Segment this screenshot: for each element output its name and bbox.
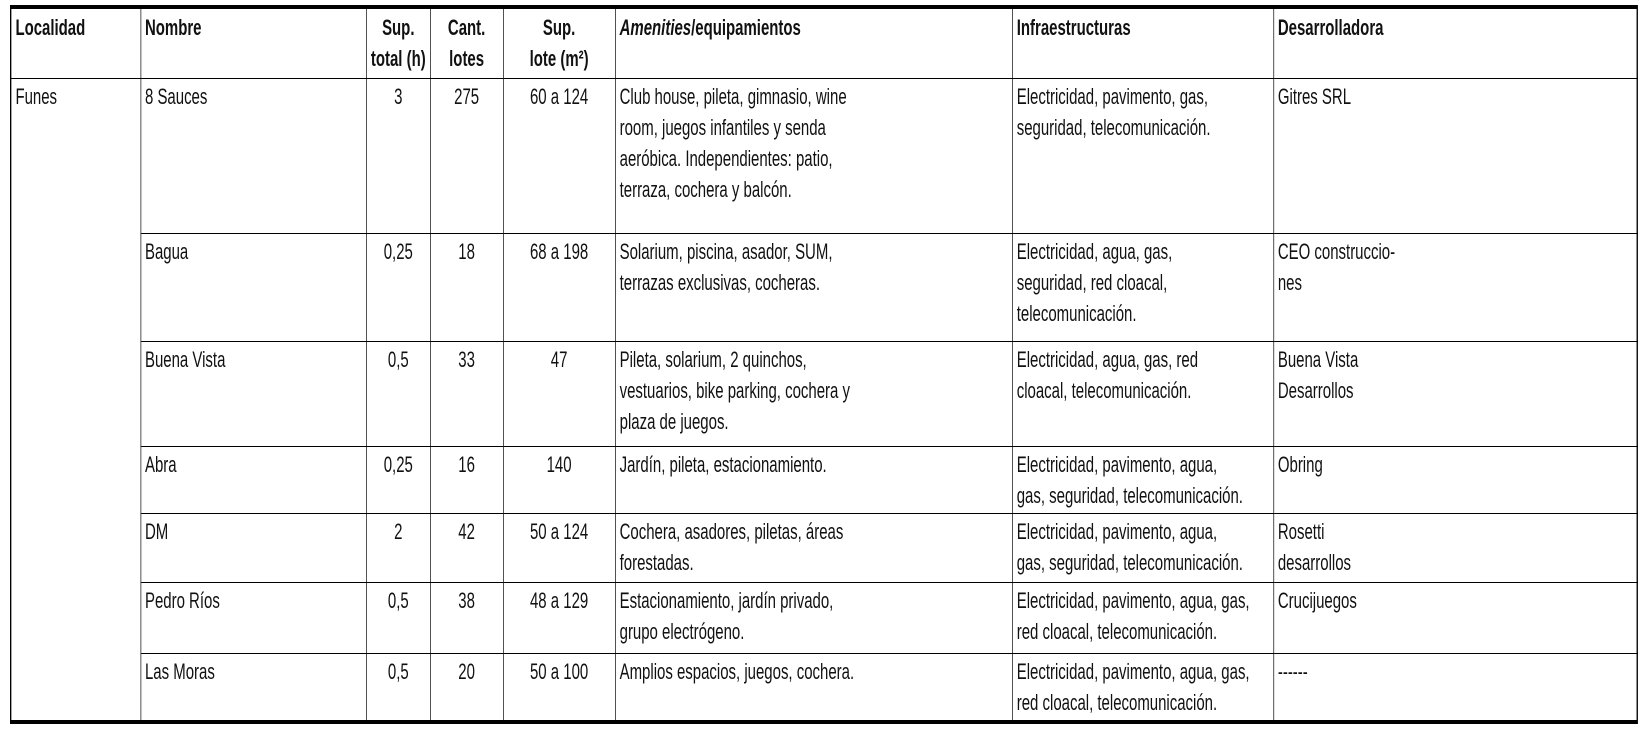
cell-nombre: Pedro Ríos (141, 583, 367, 654)
header-sup-lote-line: lote (m²) (529, 46, 589, 71)
infra-line: seguridad, red cloacal, (1016, 270, 1168, 295)
cell-sup-total: 2 (366, 514, 430, 583)
cell-sup-lote: 48 a 129 (503, 583, 615, 654)
cell-desarrolladora (1273, 583, 1637, 654)
infra-line: seguridad, telecomunicación. (1016, 115, 1211, 140)
infra-line: telecomunicación. (1016, 301, 1137, 326)
amenities-line: plaza de juegos. (619, 409, 729, 434)
amenities-line: aeróbica. Independientes: patio, (619, 146, 833, 171)
cell-localidad: Funes (11, 79, 141, 723)
infra-line: red cloacal, telecomunicación. (1016, 690, 1218, 715)
amenities-line: Club house, pileta, gimnasio, wine (619, 84, 847, 109)
amenities-line: Estacionamiento, jardín privado, (619, 588, 834, 613)
desarrolladora-line: Rosetti (1277, 519, 1325, 544)
cell-cant-lotes: 20 (430, 654, 503, 723)
table-body (11, 79, 1638, 723)
infra-line: gas, seguridad, telecomunicación. (1016, 483, 1243, 508)
cell-sup-total: 0,25 (366, 447, 430, 514)
desarrolladora-line: desarrollos (1277, 550, 1352, 575)
infra-line: Electricidad, agua, gas, red (1016, 347, 1199, 372)
cell-desarrolladora (1273, 514, 1637, 583)
cell-desarrolladora (1273, 342, 1637, 447)
cell-infraestructuras (1012, 583, 1273, 654)
header-amenities (615, 7, 1012, 79)
amenities-line: terraza, cochera y balcón. (619, 177, 792, 202)
cell-amenities (615, 234, 1012, 342)
cell-infraestructuras (1012, 79, 1273, 234)
header-cant-lotes-line: lotes (449, 46, 485, 71)
infra-line: cloacal, telecomunicación. (1016, 378, 1192, 403)
header-cant-lotes-line: Cant. (447, 15, 486, 40)
cell-nombre: Buena Vista (141, 342, 367, 447)
header-nombre: Nombre (141, 7, 367, 79)
cell-amenities (615, 342, 1012, 447)
desarrolladora-line: CEO construccio- (1277, 239, 1396, 264)
cell-desarrolladora (1273, 447, 1637, 514)
infra-line: Electricidad, pavimento, agua, gas, (1016, 659, 1250, 684)
amenities-line: terrazas exclusivas, cocheras. (619, 270, 820, 295)
cell-sup-total: 0,5 (366, 342, 430, 447)
cell-sup-total: 0,5 (366, 654, 430, 723)
cell-amenities (615, 583, 1012, 654)
infra-line: Electricidad, pavimento, agua, (1016, 519, 1218, 544)
table-row (11, 342, 1638, 447)
cell-infraestructuras (1012, 234, 1273, 342)
table-row (11, 583, 1638, 654)
developments-table (10, 5, 1638, 724)
cell-sup-total: 0,25 (366, 234, 430, 342)
header-amenities-italic: Amenities (619, 15, 692, 40)
cell-sup-total: 3 (366, 79, 430, 234)
cell-cant-lotes: 42 (430, 514, 503, 583)
amenities-line: vestuarios, bike parking, cochera y (619, 378, 850, 403)
desarrolladora-line: Gitres SRL (1277, 84, 1352, 109)
infra-line: Electricidad, pavimento, gas, (1016, 84, 1209, 109)
amenities-line: Jardín, pileta, estacionamiento. (619, 452, 827, 477)
amenities-line: Pileta, solarium, 2 quinchos, (619, 347, 807, 372)
desarrolladora-line: Obring (1277, 452, 1323, 477)
cell-nombre: Abra (141, 447, 367, 514)
cell-sup-lote: 50 a 100 (503, 654, 615, 723)
cell-desarrolladora (1273, 79, 1637, 234)
table-row (11, 447, 1638, 514)
header-sup-total-line: Sup. (382, 15, 415, 40)
cell-nombre: 8 Sauces (141, 79, 367, 234)
header-sup-total (366, 7, 430, 79)
cell-amenities (615, 447, 1012, 514)
cell-cant-lotes: 38 (430, 583, 503, 654)
cell-infraestructuras (1012, 514, 1273, 583)
infra-line: red cloacal, telecomunicación. (1016, 619, 1218, 644)
amenities-line: forestadas. (619, 550, 694, 575)
cell-desarrolladora (1273, 654, 1637, 723)
cell-sup-lote: 47 (503, 342, 615, 447)
header-sup-lote-line: Sup. (542, 15, 576, 40)
table-row (11, 514, 1638, 583)
cell-amenities (615, 79, 1012, 234)
cell-infraestructuras (1012, 654, 1273, 723)
cell-sup-total: 0,5 (366, 583, 430, 654)
infra-line: Electricidad, pavimento, agua, gas, (1016, 588, 1250, 613)
cell-sup-lote: 68 a 198 (503, 234, 615, 342)
cell-infraestructuras (1012, 447, 1273, 514)
cell-desarrolladora (1273, 234, 1637, 342)
infra-line: Electricidad, pavimento, agua, (1016, 452, 1218, 477)
amenities-line: Solarium, piscina, asador, SUM, (619, 239, 833, 264)
cell-amenities (615, 514, 1012, 583)
header-sup-lote (503, 7, 615, 79)
header-infraestructuras: Infraestructuras (1012, 7, 1273, 79)
cell-infraestructuras (1012, 342, 1273, 447)
table-row (11, 79, 1638, 234)
cell-cant-lotes: 18 (430, 234, 503, 342)
header-row (11, 7, 1638, 79)
cell-sup-lote: 60 a 124 (503, 79, 615, 234)
amenities-line: room, juegos infantiles y senda (619, 115, 826, 140)
header-cant-lotes (430, 7, 503, 79)
cell-cant-lotes: 275 (430, 79, 503, 234)
cell-nombre: Las Moras (141, 654, 367, 723)
infra-line: gas, seguridad, telecomunicación. (1016, 550, 1243, 575)
desarrolladora-line: nes (1277, 270, 1302, 295)
desarrolladora-line: Crucijuegos (1277, 588, 1357, 613)
cell-sup-lote: 140 (503, 447, 615, 514)
cell-nombre: Bagua (141, 234, 367, 342)
header-localidad: Localidad (11, 7, 141, 79)
table-row (11, 234, 1638, 342)
cell-amenities (615, 654, 1012, 723)
desarrolladora-line: Buena Vista (1277, 347, 1359, 372)
header-amenities-rest: /equipamientos (691, 15, 801, 40)
cell-cant-lotes: 16 (430, 447, 503, 514)
desarrolladora-line: ------ (1277, 659, 1308, 684)
cell-nombre: DM (141, 514, 367, 583)
cell-sup-lote: 50 a 124 (503, 514, 615, 583)
table-container (10, 5, 1638, 724)
cell-cant-lotes: 33 (430, 342, 503, 447)
header-desarrolladora: Desarrolladora (1273, 7, 1637, 79)
table-row (11, 654, 1638, 723)
amenities-line: grupo electrógeno. (619, 619, 745, 644)
desarrolladora-line: Desarrollos (1277, 378, 1354, 403)
amenities-line: Amplios espacios, juegos, cochera. (619, 659, 855, 684)
header-sup-total-line: total (h) (370, 46, 426, 71)
amenities-line: Cochera, asadores, piletas, áreas (619, 519, 844, 544)
infra-line: Electricidad, agua, gas, (1016, 239, 1173, 264)
